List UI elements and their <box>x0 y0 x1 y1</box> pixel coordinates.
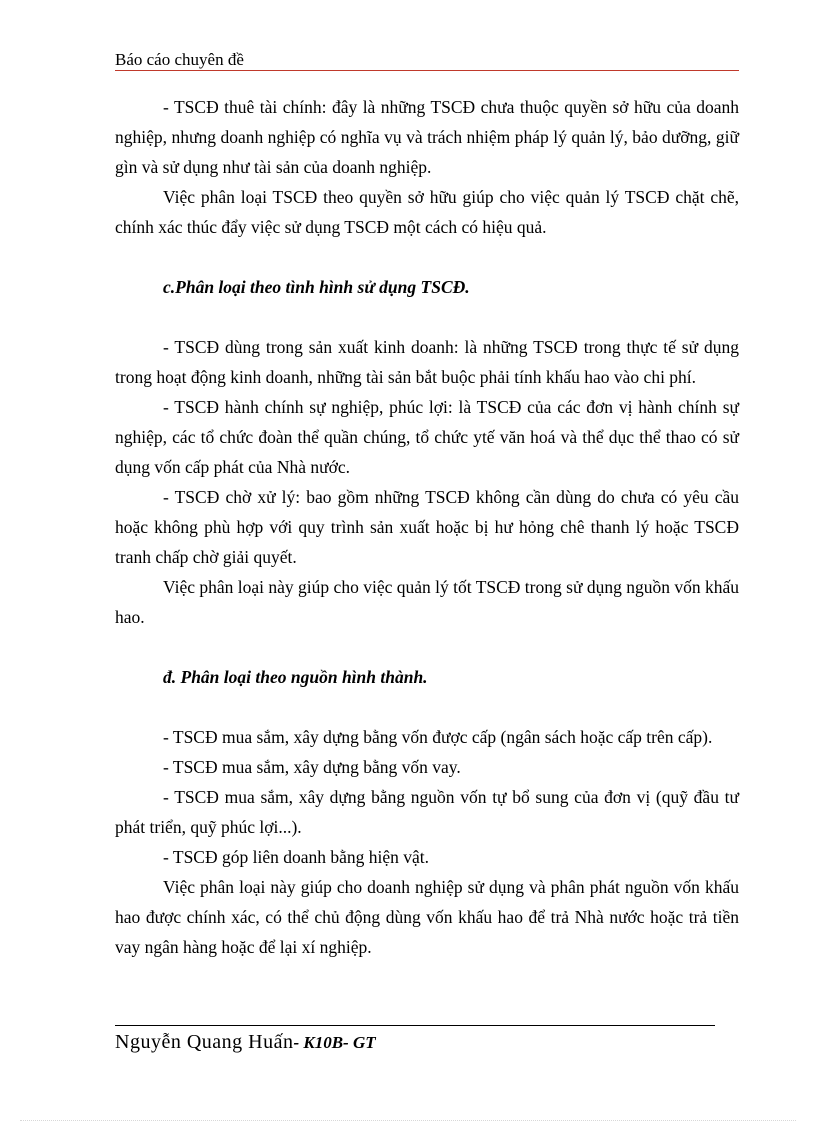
footer-class: - K10B- GT <box>293 1033 376 1052</box>
paragraph-finance-lease: - TSCĐ thuê tài chính: đây là những TSCĐ chưa thuộc quyền sở hữu của doanh nghiệp, nhưng doanh nghiệp có nghĩa vụ và trách nhiệm pháp lý quản lý, bảo dưỡng, giữ gìn và sử dụng như tài sản của doanh nghiệp. <box>115 97 739 177</box>
page-header-title: Báo cáo chuyên đề <box>115 50 244 69</box>
page-footer <box>115 1031 376 1054</box>
paragraph-source-summary: Việc phân loại này giúp cho doanh nghiệp sử dụng và phân phát nguồn vốn khấu hao được chính xác, có thể chủ động dùng vốn khấu hao để trả Nhà nước hoặc trả tiền vay ngân hàng hoặc để lại xí nghiệp. <box>115 877 739 957</box>
paragraph-borrowed-capital: - TSCĐ mua sắm, xây dựng bằng vốn vay. <box>163 757 461 777</box>
paragraph-pending-disposal: - TSCĐ chờ xử lý: bao gồm những TSCĐ không cần dùng do chưa có yêu cầu hoặc không phù hợp với quy trình sản xuất hoặc bị hư hỏng chê thanh lý hoặc TSCĐ tranh chấp chờ giải quyết. <box>115 487 739 567</box>
paragraph-usage-summary: Việc phân loại này giúp cho việc quản lý tốt TSCĐ trong sử dụng nguồn vốn khấu hao. <box>115 577 739 627</box>
header-divider <box>115 70 739 71</box>
document-body <box>115 92 739 962</box>
paragraph-granted-capital: - TSCĐ mua sắm, xây dựng bằng vốn được cấp (ngân sách hoặc cấp trên cấp). <box>163 727 713 747</box>
section-heading-d: đ. Phân loại theo nguồn hình thành. <box>163 667 428 687</box>
section-heading-c: c.Phân loại theo tình hình sử dụng TSCĐ. <box>163 277 470 297</box>
paragraph-self-funded: - TSCĐ mua sắm, xây dựng bằng nguồn vốn tự bổ sung của đơn vị (quỹ đầu tư phát triển, quỹ phúc lợi...). <box>115 787 739 837</box>
paragraph-ownership-summary: Việc phân loại TSCĐ theo quyền sở hữu giúp cho việc quản lý TSCĐ chặt chẽ, chính xác thúc đẩy việc sử dụng TSCĐ một cách có hiệu quả. <box>115 187 739 237</box>
footer-divider <box>115 1025 715 1026</box>
paragraph-joint-venture: - TSCĐ góp liên doanh bằng hiện vật. <box>163 847 430 867</box>
paragraph-administrative: - TSCĐ hành chính sự nghiệp, phúc lợi: là TSCĐ của các đơn vị hành chính sự nghiệp, các tổ chức đoàn thể quần chúng, tổ chức ytế văn hoá và thể dục thể thao có sử dụng vốn cấp phát của Nhà nước. <box>115 397 739 477</box>
page-bottom-border <box>20 1120 796 1121</box>
paragraph-business-use: - TSCĐ dùng trong sản xuất kinh doanh: là những TSCĐ trong thực tế sử dụng trong hoạt động kinh doanh, những tài sản bắt buộc phải tính khấu hao vào chi phí. <box>115 337 739 387</box>
footer-author: Nguyễn Quang Huấn <box>115 1031 294 1053</box>
